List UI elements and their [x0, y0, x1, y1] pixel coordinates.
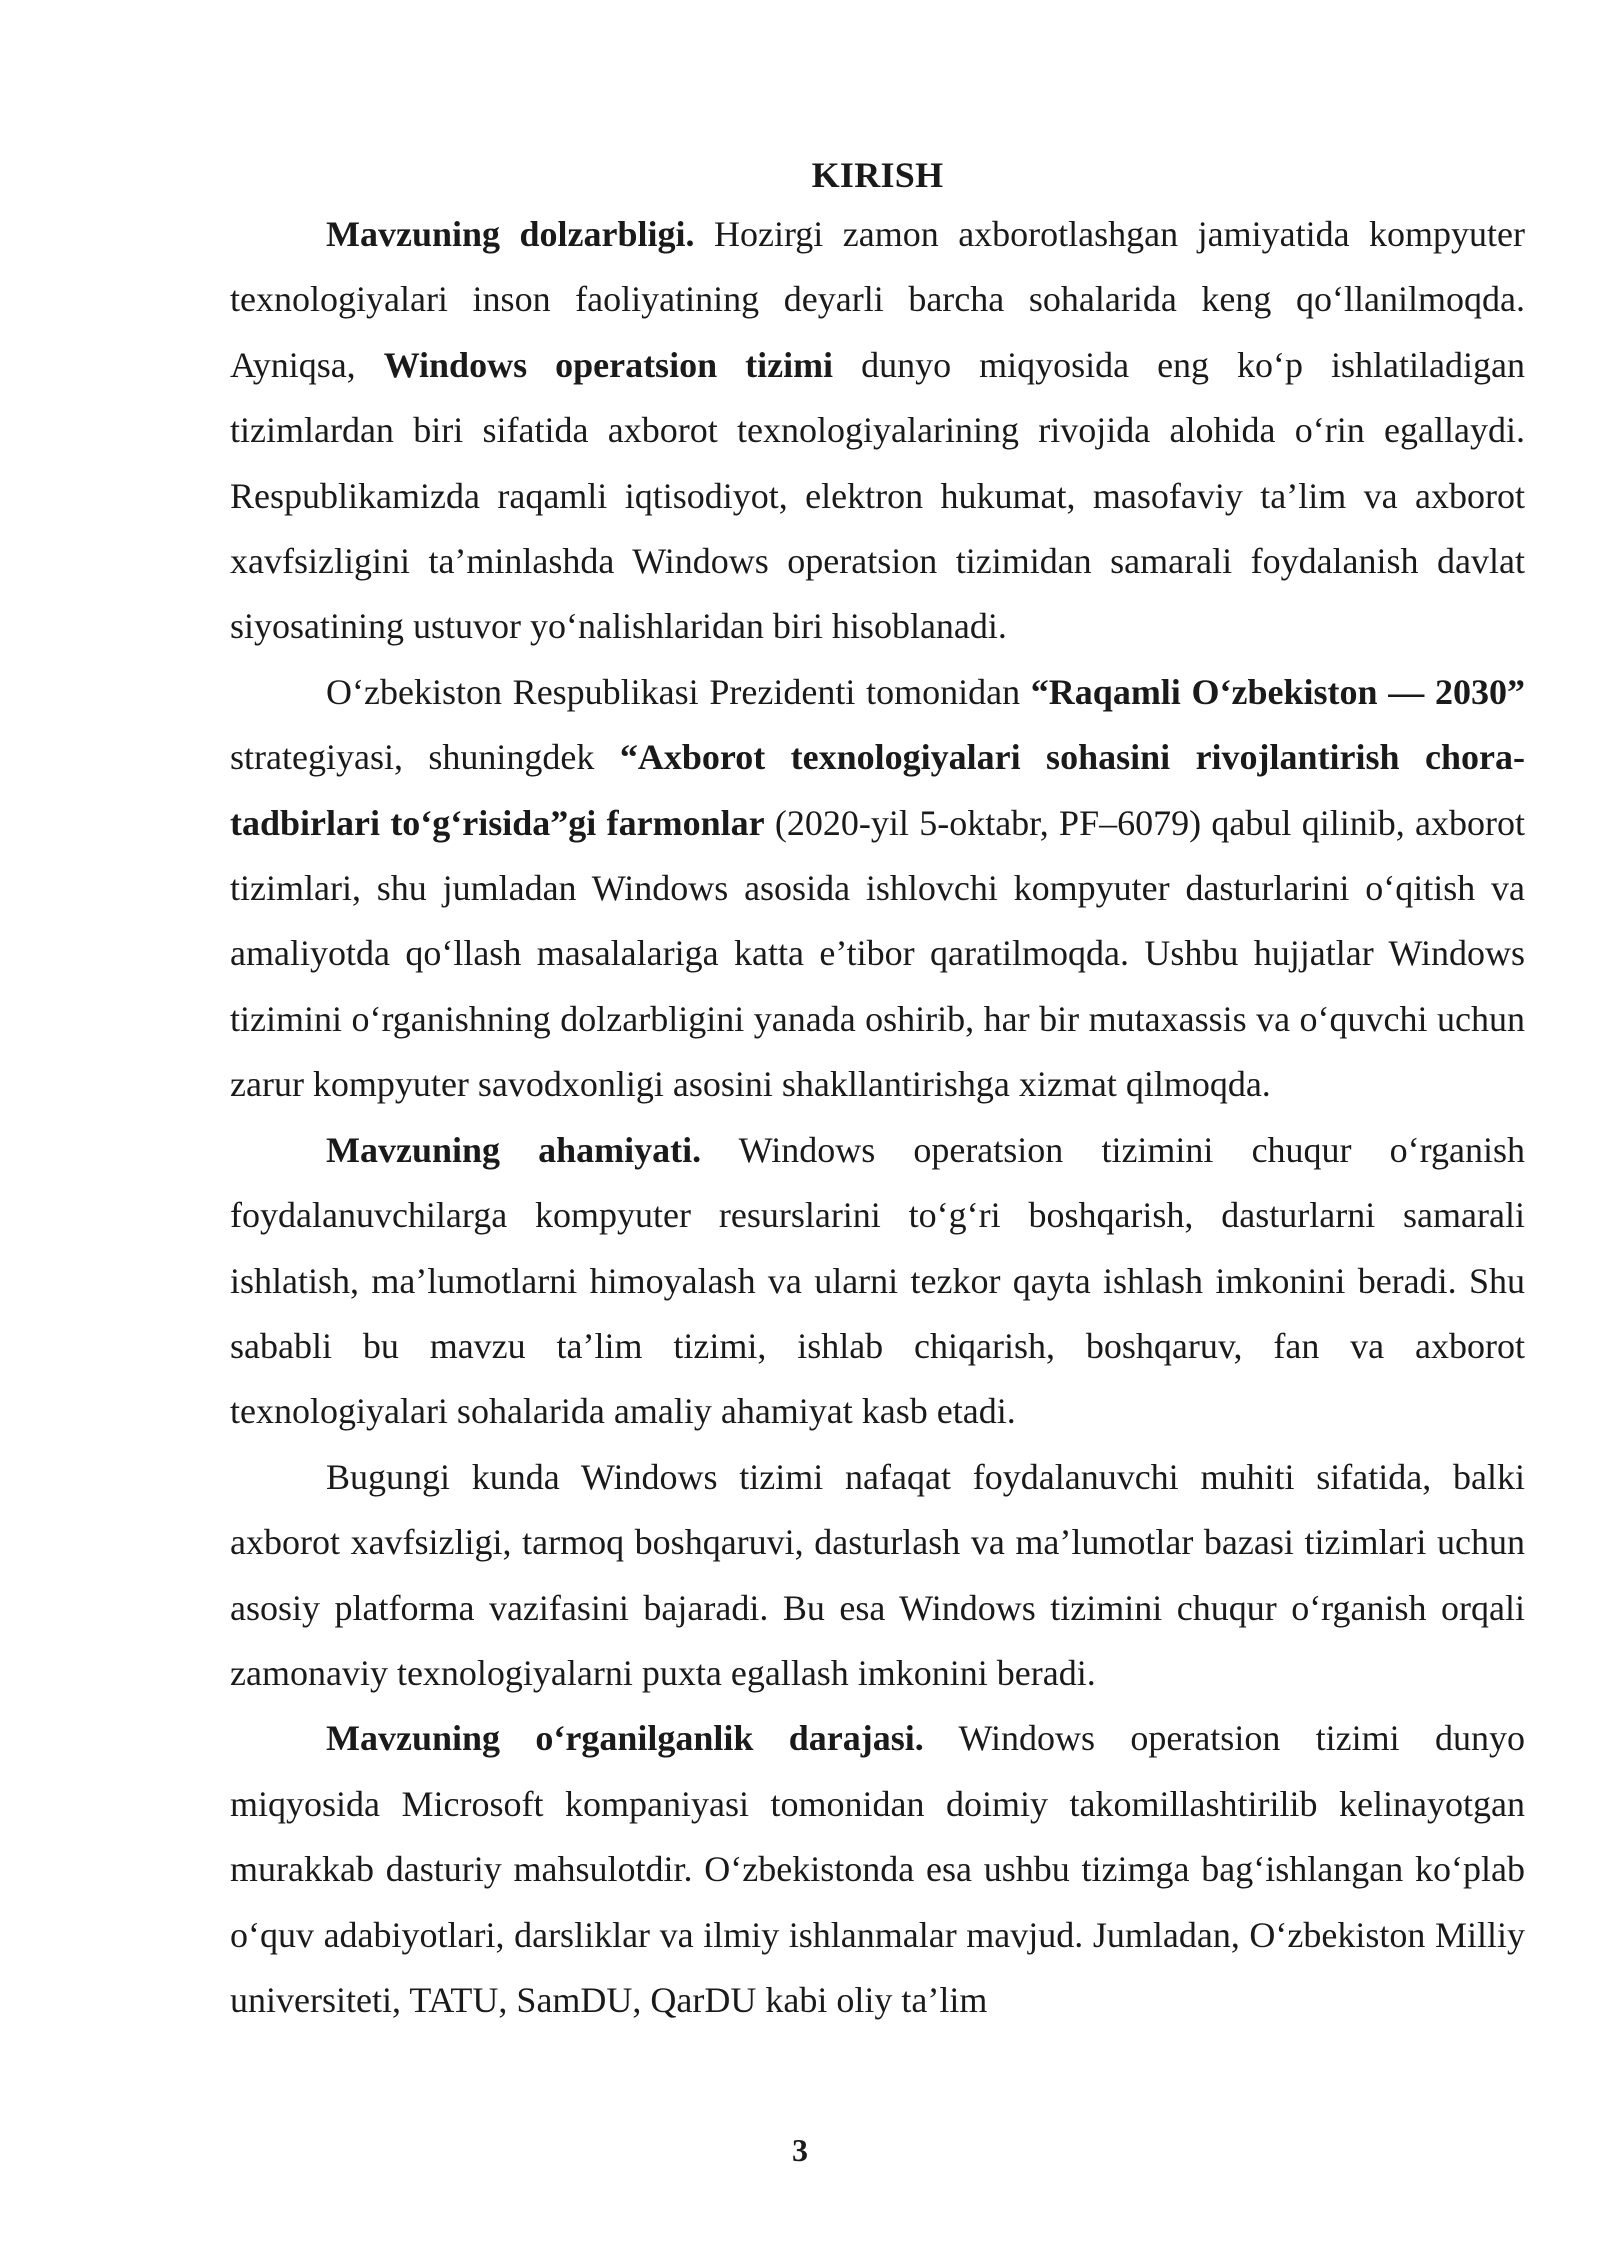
- page-title: KIRISH: [811, 155, 944, 195]
- paragraph-text: (2020-yil 5-oktabr, PF–6079) qabul qilinib, axborot tizimlari, shu jumladan Windows asosida ishlovchi kompyuter dasturlarini o‘qitish va amaliyotda qo‘llash masalalariga katta e’tibor qaratilmoqda. Ushbu hujjatlar Windows tizimini o‘rganishning dolzarbligini yanada oshirib, har bir mutaxassis va o‘quvchi uchun zarur kompyuter savodxonligi asosini shakllantirishga xizmat qilmoqda.: [230, 802, 1525, 1105]
- paragraph-importance: [230, 1118, 1525, 1445]
- paragraph-platform: [230, 1445, 1525, 1707]
- paragraph-lead-importance: Mavzuning ahamiyati.: [326, 1129, 702, 1170]
- paragraph-text: Hozirgi zamon axborotlashgan jamiyatida kompyuter texnologiyalari inson faoliyatining deyarli barcha sohalarida keng qo‘llanilmoqda. Ayniqsa,: [230, 214, 1526, 385]
- paragraph-lead-study-level: Mavzuning o‘rganilganlik darajasi.: [326, 1718, 924, 1759]
- page-number: 3: [792, 2132, 808, 2168]
- document-page: [230, 148, 1525, 2033]
- bold-phrase: Windows operatsion tizimi: [383, 344, 834, 385]
- paragraph-study-level: [230, 1706, 1525, 2033]
- paragraph-text: Windows operatsion tizimi dunyo miqyosida Microsoft kompaniyasi tomonidan doimiy takomillashtirilib kelinayotgan murakkab dasturiy mahsulotdir. O‘zbekistonda esa ushbu tizimga bag‘ishlangan ko‘plab o‘quv adabiyotlari, darsliklar va ilmiy ishlanmalar mavjud. Jumladan, O‘zbekiston Milliy universiteti, TATU, SamDU, QarDU kabi oliy ta’lim: [230, 1718, 1526, 2020]
- paragraph-lead-relevance: Mavzuning dolzarbligi.: [326, 214, 695, 254]
- paragraph-decrees: [230, 660, 1525, 1118]
- bold-phrase: “Axborot texnologiyalari sohasini rivojlantirish chora-tadbirlari to‘g‘risida”gi farmonlar: [230, 737, 1525, 843]
- paragraph-text: dunyo miqyosida eng ko‘p ishlatiladigan tizimlardan biri sifatida axborot texnologiyalarining rivojida alohida o‘rin egallaydi. Respublikamizda raqamli iqtisodiyot, elektron hukumat, masofaviy ta’lim va axborot xavfsizligini ta’minlashda Windows operatsion tizimidan samarali foydalanish davlat siyosatining ustuvor yo‘nalishlaridan biri hisoblanadi.: [230, 344, 1525, 647]
- bold-phrase: “Raqamli O‘zbekiston — 2030”: [1030, 671, 1525, 712]
- paragraph-text: O‘zbekiston Respublikasi Prezidenti tomonidan: [326, 671, 1031, 712]
- paragraph-relevance: [230, 202, 1525, 660]
- paragraph-text: Windows operatsion tizimini chuqur o‘rganish foydalanuvchilarga kompyuter resurslarini to‘g‘ri boshqarish, dasturlarni samarali ishlatish, ma’lumotlarni himoyalash va ularni tezkor qayta ishlash imkonini beradi. Shu sababli bu mavzu ta’lim tizimi, ishlab chiqarish, boshqaruv, fan va axborot texnologiyalari sohalarida amaliy ahamiyat kasb etadi.: [230, 1129, 1525, 1432]
- paragraph-text: Bugungi kunda Windows tizimi nafaqat foydalanuvchi muhiti sifatida, balki axborot xavfsizligi, tarmoq boshqaruvi, dasturlash va ma’lumotlar bazasi tizimlari uchun asosiy platforma vazifasini bajaradi. Bu esa Windows tizimini chuqur o‘rganish orqali zamonaviy texnologiyalarni puxta egallash imkonini beradi.: [230, 1456, 1525, 1693]
- paragraph-text: strategiyasi, shuningdek: [230, 737, 620, 778]
